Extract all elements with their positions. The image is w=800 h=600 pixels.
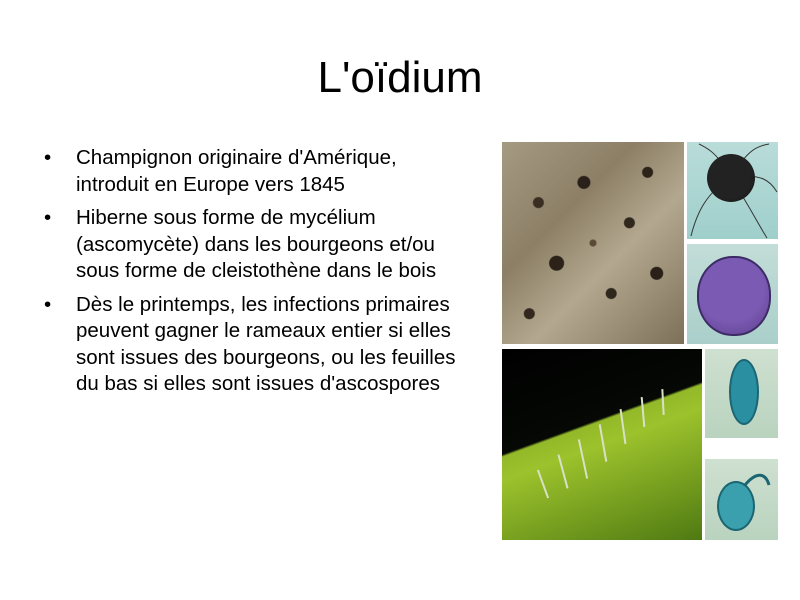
bullet-item — [44, 145, 474, 198]
germinating-spore-photo — [705, 459, 778, 540]
mycelium-photo — [502, 142, 684, 344]
slide-title: L'oïdium — [317, 53, 483, 102]
ascus-photo — [687, 244, 778, 344]
ascospore-photo — [705, 349, 778, 438]
bullet-item — [44, 292, 474, 398]
conidiophore-photo — [502, 349, 702, 540]
bullet-text: Dès le printemps, les infections primaires peuvent gagner le rameaux entier si elles sont issues des bourgeons, ou les feuilles du bas si elles sont issues d'ascospores — [76, 292, 456, 395]
bullet-icon: • — [44, 206, 52, 229]
bullet-text: Champignon originaire d'Amérique, introduit en Europe vers 1845 — [76, 146, 397, 196]
bullet-text: Hiberne sous forme de mycélium (ascomycète) dans les bourgeons et/ou sous forme de cleistothène dans le bois — [76, 206, 437, 282]
bullet-item — [44, 205, 474, 285]
spore-body — [717, 481, 755, 531]
cleistothecium-body — [707, 154, 755, 202]
bullet-icon: • — [44, 146, 52, 169]
bullet-list — [44, 145, 474, 405]
bullet-icon: • — [44, 292, 52, 316]
cleistothecium-photo — [687, 142, 778, 239]
ascus-body — [697, 256, 771, 336]
spore-body — [729, 359, 759, 425]
